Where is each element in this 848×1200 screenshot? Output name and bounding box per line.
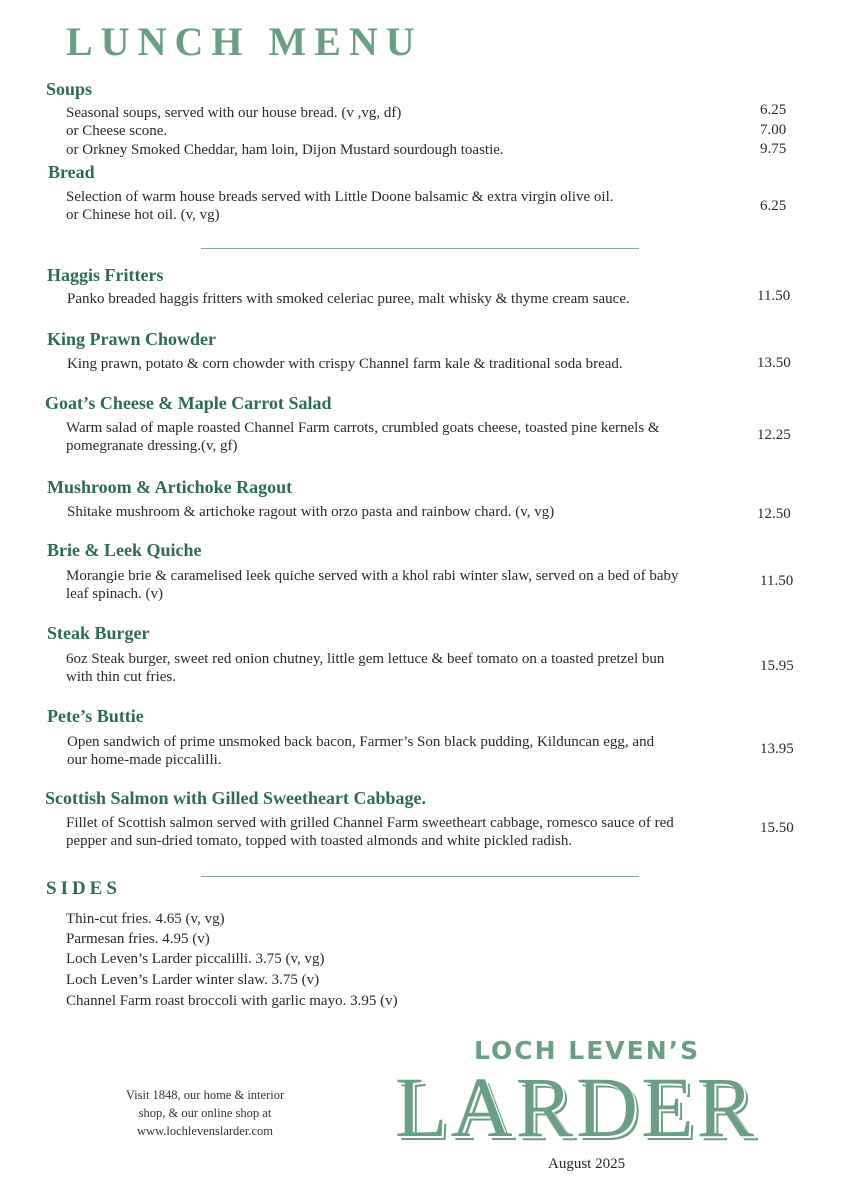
dish-price: 12.25 — [757, 427, 791, 443]
footer-note — [100, 1086, 310, 1140]
dish-name: Brie & Leek Quiche — [47, 540, 202, 560]
soups-price: 9.75 — [760, 141, 787, 157]
soups-line: or Orkney Smoked Cheddar, ham loin, Dijon Mustard sourdough toastie. — [66, 142, 504, 158]
divider — [201, 248, 639, 249]
dish-price: 11.50 — [757, 288, 791, 304]
footer-note-line: Visit 1848, our home & interior — [125, 1088, 285, 1102]
side-item: Parmesan fries. 4.95 (v) — [66, 931, 210, 947]
divider — [201, 876, 639, 877]
dish-description: Shitake mushroom & artichoke ragout with orzo pasta and rainbow chard. (v, vg) — [67, 504, 555, 520]
dish-description: pomegranate dressing.(v, gf) — [66, 438, 238, 454]
dish-description: our home-made piccalilli. — [67, 752, 222, 768]
soups-heading: Soups — [46, 79, 93, 99]
side-item: Channel Farm roast broccoli with garlic mayo. 3.95 (v) — [66, 993, 398, 1009]
bread-price: 6.25 — [760, 198, 787, 214]
side-item: Loch Leven’s Larder piccalilli. 3.75 (v, vg) — [66, 951, 325, 967]
dish-name: Mushroom & Artichoke Ragout — [47, 477, 293, 497]
dish-name: Pete’s Buttie — [47, 706, 144, 726]
dish-price: 13.50 — [757, 355, 791, 371]
dish-description: pepper and sun-dried tomato, topped with toasted almonds and white pickled radish. — [66, 833, 573, 849]
dish-price: 15.50 — [760, 820, 794, 836]
side-item: Thin-cut fries. 4.65 (v, vg) — [66, 911, 225, 927]
soups-price: 7.00 — [760, 122, 787, 138]
dish-name: Scottish Salmon with Gilled Sweetheart Cabbage. — [45, 788, 427, 808]
dish-price: 12.50 — [757, 506, 791, 522]
sides-heading: SIDES — [46, 878, 121, 899]
dish-description: Panko breaded haggis fritters with smoked celeriac puree, malt whisky & thyme cream sauce. — [67, 291, 630, 307]
dish-name: Haggis Fritters — [47, 265, 164, 285]
menu-date: August 2025 — [548, 1156, 626, 1172]
bread-heading: Bread — [48, 162, 95, 182]
dish-description: 6oz Steak burger, sweet red onion chutney, little gem lettuce & beef tomato on a toasted pretzel bun — [66, 651, 665, 667]
soups-price: 6.25 — [760, 102, 787, 118]
dish-price: 13.95 — [760, 741, 794, 757]
dish-description: Fillet of Scottish salmon served with grilled Channel Farm sweetheart cabbage, romesco sauce of red — [66, 815, 674, 831]
dish-description: Morangie brie & caramelised leek quiche served with a khol rabi winter slaw, served on a bed of baby — [66, 568, 679, 584]
dish-description: with thin cut fries. — [66, 669, 176, 685]
dish-description: Open sandwich of prime unsmoked back bacon, Farmer’s Son black pudding, Kilduncan egg, and — [67, 734, 655, 750]
dish-description: leaf spinach. (v) — [66, 586, 164, 602]
bread-line: Selection of warm house breads served with Little Doone balsamic & extra virgin olive oil. — [66, 189, 614, 205]
dish-price: 15.95 — [760, 658, 794, 674]
footer-website-link[interactable]: www.lochlevenslarder.com — [137, 1124, 273, 1138]
brand-logo-main: LARDER — [395, 1059, 757, 1155]
dish-name: Steak Burger — [47, 623, 150, 643]
soups-line: or Cheese scone. — [66, 123, 168, 139]
side-item: Loch Leven’s Larder winter slaw. 3.75 (v) — [66, 972, 320, 988]
dish-name: Goat’s Cheese & Maple Carrot Salad — [45, 393, 332, 413]
dish-name: King Prawn Chowder — [47, 329, 217, 349]
bread-line: or Chinese hot oil. (v, vg) — [66, 207, 220, 223]
dish-description: King prawn, potato & corn chowder with crispy Channel farm kale & traditional soda bread. — [67, 356, 623, 372]
page-title: LUNCH MENU — [66, 19, 423, 64]
footer-note-line: shop, & our online shop at — [138, 1106, 272, 1120]
soups-line: Seasonal soups, served with our house bread. (v ,vg, df) — [66, 105, 402, 121]
dish-price: 11.50 — [760, 573, 794, 589]
brand-logo-top: LOCH LEVEN’S — [474, 1036, 701, 1065]
dish-description: Warm salad of maple roasted Channel Farm carrots, crumbled goats cheese, toasted pine kernels & — [66, 420, 660, 436]
